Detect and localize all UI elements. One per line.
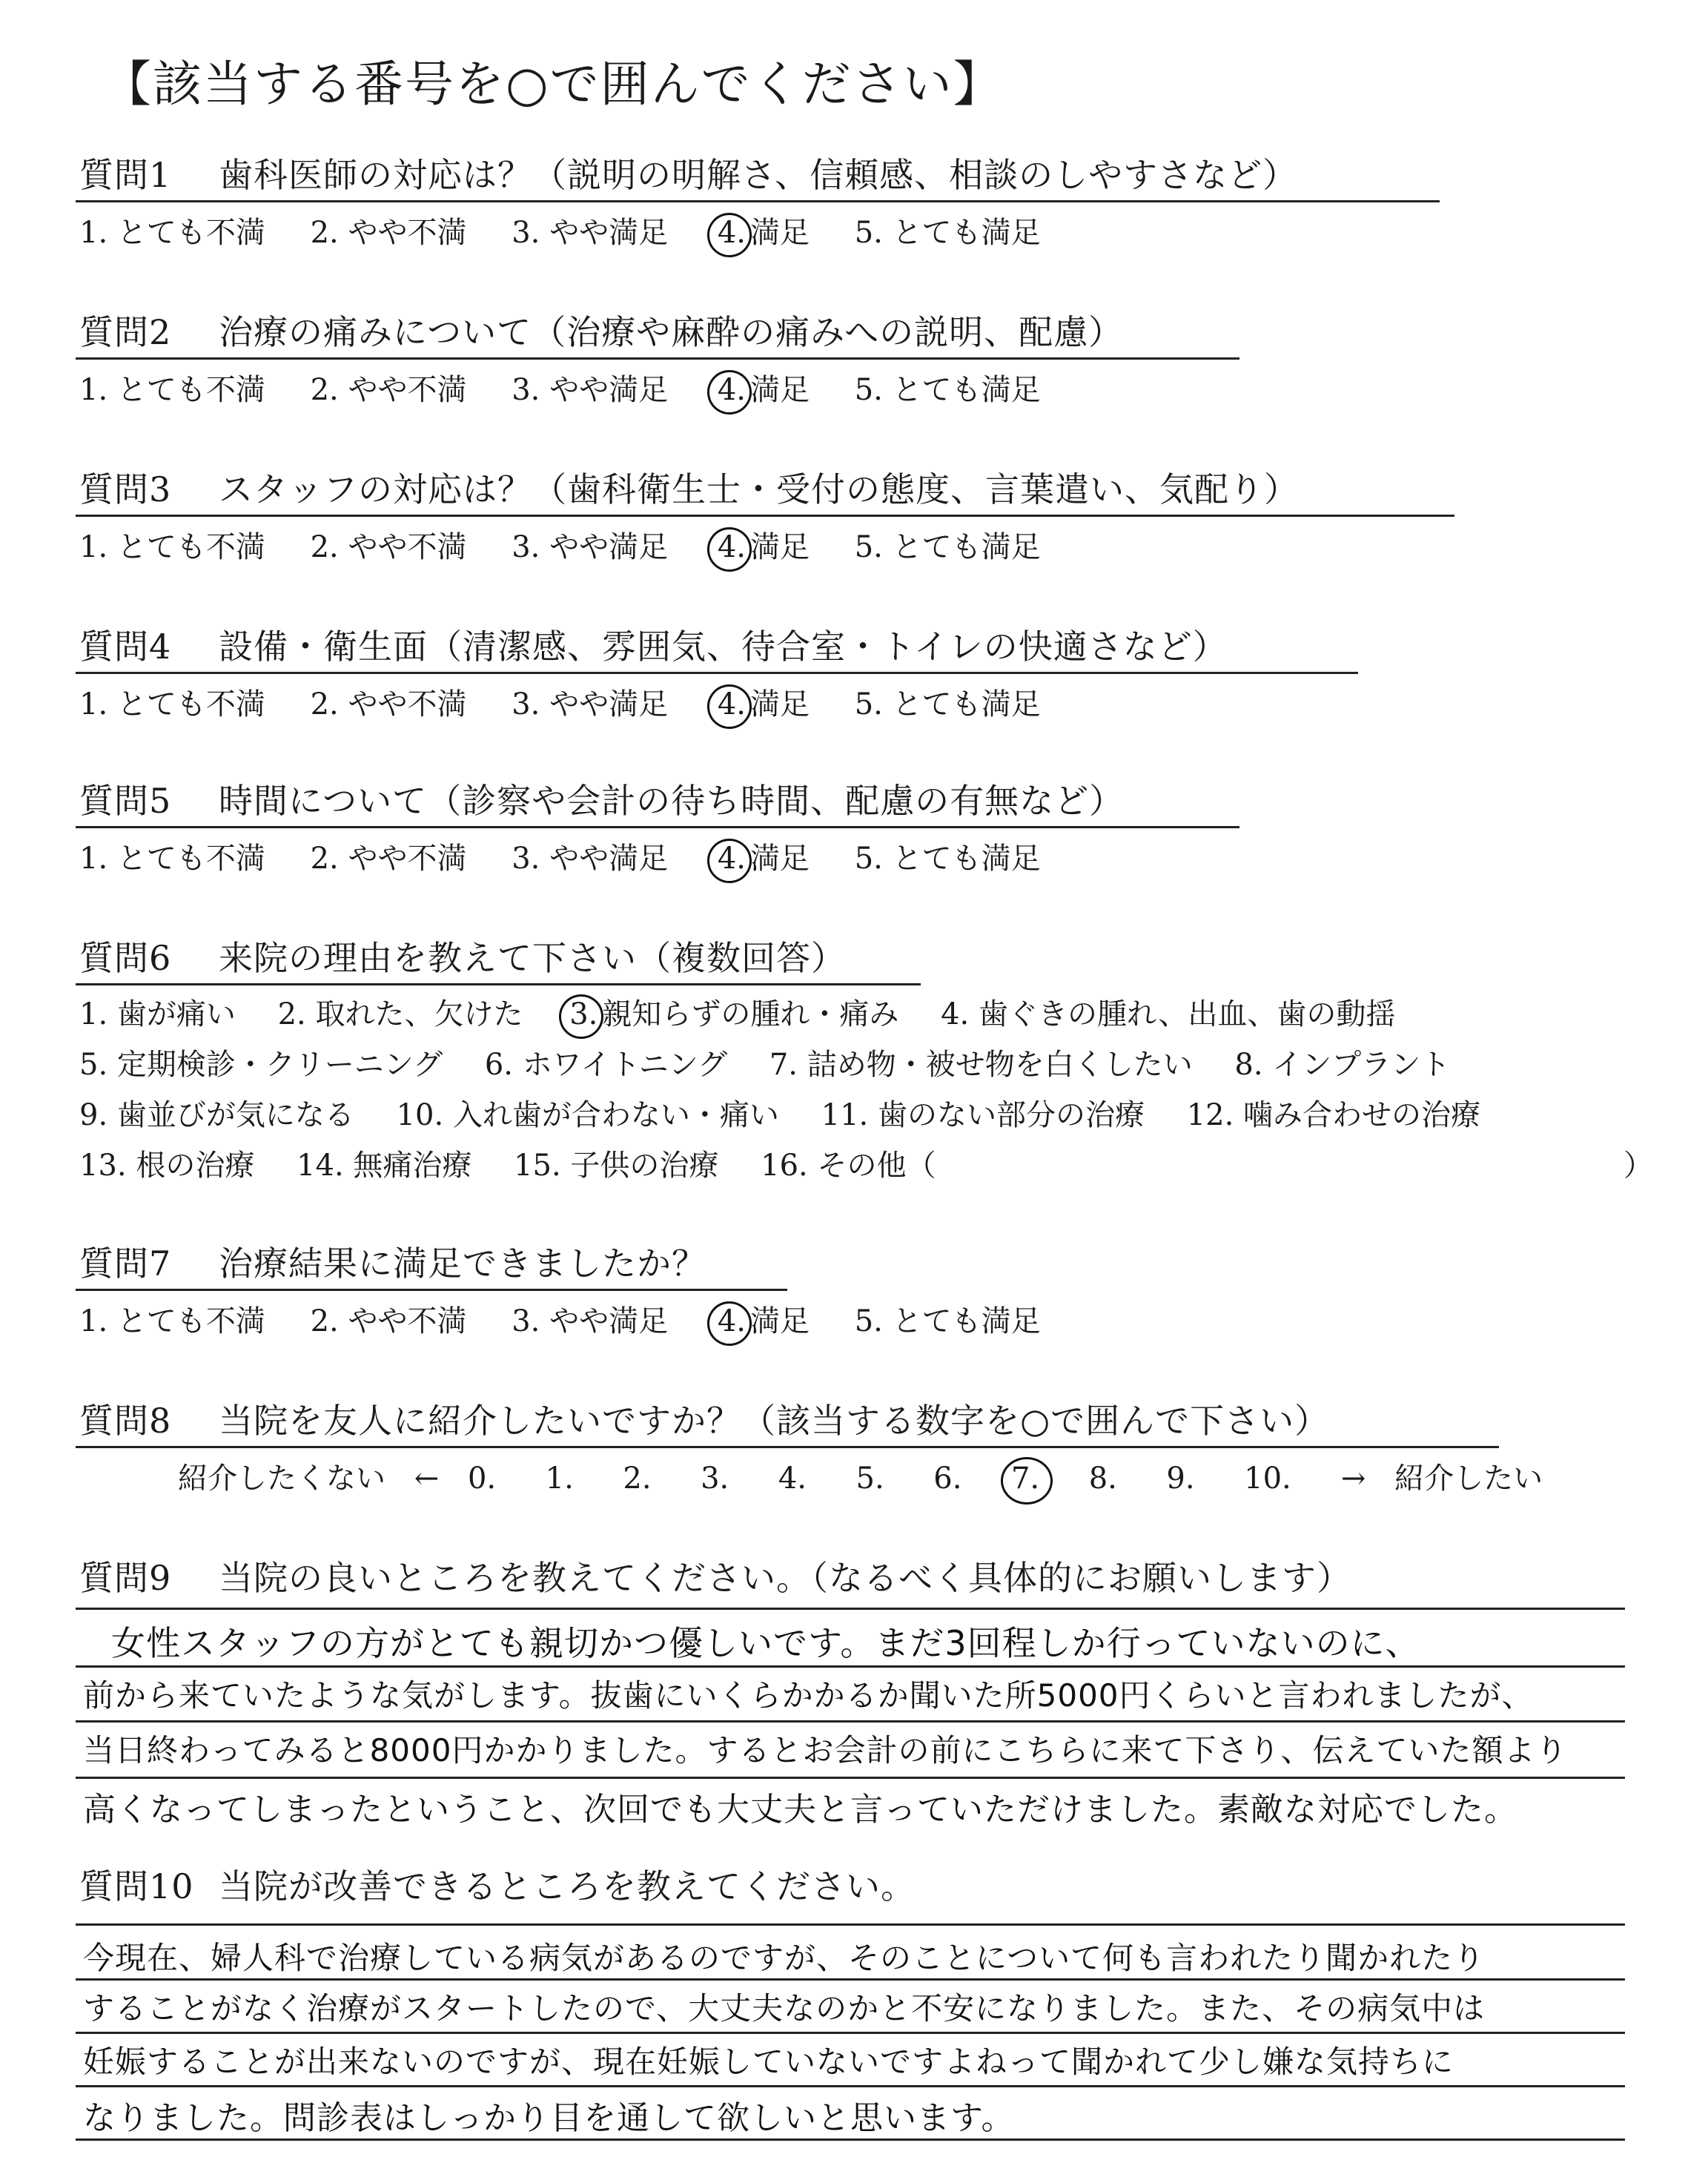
- q6-option-9[interactable]: 9. 歯並びが気になる: [79, 1098, 354, 1132]
- q5-option-2[interactable]: 2. やや不満: [310, 842, 467, 876]
- q9-answer-line-3: [76, 1777, 1625, 1779]
- q10-answer-line-2: [76, 2032, 1625, 2034]
- q1-option-5[interactable]: 5. とても満足: [854, 216, 1041, 250]
- q3-option-2[interactable]: 2. やや不満: [310, 530, 467, 564]
- q4-option-2[interactable]: 2. やや不満: [310, 687, 467, 721]
- recommend-scale: [178, 1455, 1543, 1497]
- question-1-number: 質問1: [79, 155, 172, 195]
- question-6-text: 来院の理由を教えて下さい（複数回答）: [219, 938, 846, 978]
- q7-option-2[interactable]: 2. やや不満: [310, 1304, 467, 1338]
- question-4-number: 質問4: [79, 627, 172, 667]
- question-6-rule: [76, 983, 921, 985]
- q3-option-4-selected[interactable]: 4. 満足: [713, 524, 810, 566]
- q7-option-5[interactable]: 5. とても満足: [854, 1304, 1041, 1338]
- q1-option-4-selected[interactable]: 4. 満足: [713, 209, 810, 251]
- q3-option-5[interactable]: 5. とても満足: [854, 530, 1041, 564]
- scale-left-label: 紹介したくない: [178, 1462, 385, 1496]
- q7-option-4-selected[interactable]: 4. 満足: [713, 1298, 810, 1340]
- question-2-text: 治療の痛みについて（治療や麻酔の痛みへの説明、配慮）: [219, 312, 1124, 352]
- question-5-text: 時間について（診察や会計の待ち時間、配慮の有無など）: [219, 781, 1125, 821]
- q5-option-4-selected[interactable]: 4. 満足: [713, 835, 810, 877]
- q9-answer-text-1[interactable]: 女性スタッフの方がとても親切かつ優しいです。まだ3回程しか行っていないのに、: [111, 1623, 1420, 1663]
- q6-option-5[interactable]: 5. 定期検診・クリーニング: [79, 1048, 443, 1082]
- q6-option-4[interactable]: 4. 歯ぐきの腫れ、出血、歯の動揺: [941, 997, 1396, 1031]
- question-3-title: [79, 463, 1299, 512]
- q10-answer-text-3[interactable]: 妊娠することが出来ないのですが、現在妊娠していないですよねって聞かれて少し嫌な気持ちに: [83, 2044, 1454, 2080]
- question-9-text: 当院の良いところを教えてください。（なるべく具体的にお願いします）: [219, 1558, 1351, 1598]
- q4-option-1[interactable]: 1. とても不満: [79, 687, 265, 721]
- q9-answer-text-2[interactable]: 前から来ていたような気がします。抜歯にいくらかかるか聞いた所5000円くらいと言われましたが、: [83, 1677, 1534, 1714]
- question-1-options: [79, 209, 1076, 251]
- q10-answer-text-2[interactable]: することがなく治療がスタートしたので、大丈夫なのかと不安になりました。また、その病気中は: [83, 1990, 1486, 2027]
- left-arrow-icon: ←: [414, 1462, 440, 1496]
- question-8-rule: [76, 1446, 1499, 1448]
- question-7-options: [79, 1298, 1076, 1340]
- q6-option-7[interactable]: 7. 詰め物・被せ物を白くしたい: [769, 1048, 1193, 1082]
- q6-option-16-other[interactable]: 16. その他（: [761, 1149, 936, 1183]
- question-7-text: 治療結果に満足できましたか？: [219, 1244, 706, 1284]
- question-6-row-2: [79, 1041, 1483, 1083]
- question-4-rule: [76, 672, 1358, 674]
- question-5-number: 質問5: [79, 781, 172, 821]
- scale-value-7-selected[interactable]: 7.: [1011, 1462, 1079, 1496]
- scale-value-9[interactable]: 9.: [1166, 1462, 1195, 1496]
- q2-option-2[interactable]: 2. やや不満: [310, 373, 467, 407]
- survey-header: 【該当する番号を○で囲んでください】: [102, 56, 1004, 113]
- question-10-number: 質問10: [79, 1866, 194, 1906]
- question-5-rule: [76, 826, 1239, 828]
- question-9-title: [79, 1551, 1351, 1600]
- q10-answer-line-0: [76, 1923, 1625, 1926]
- q3-option-3[interactable]: 3. やや満足: [512, 530, 669, 564]
- q6-option-1[interactable]: 1. 歯が痛い: [79, 997, 236, 1031]
- q7-option-1[interactable]: 1. とても不満: [79, 1304, 265, 1338]
- q5-option-3[interactable]: 3. やや満足: [512, 842, 669, 876]
- question-3-number: 質問3: [79, 469, 172, 509]
- scale-right-label: 紹介したい: [1394, 1462, 1543, 1496]
- question-9-number: 質問9: [79, 1558, 172, 1598]
- q10-answer-line-3: [76, 2085, 1625, 2087]
- scale-value-10[interactable]: 10.: [1244, 1462, 1291, 1496]
- q6-option-15[interactable]: 15. 子供の治療: [514, 1149, 719, 1183]
- scale-value-2[interactable]: 2.: [623, 1462, 652, 1496]
- question-4-options: [79, 681, 1076, 723]
- question-2-title: [79, 305, 1123, 354]
- question-6-row-3: [79, 1091, 1513, 1134]
- question-6-row-4: [79, 1142, 968, 1184]
- q6-option-3-selected[interactable]: 3. 親知らずの腫れ・痛み: [565, 991, 898, 1033]
- q2-option-3[interactable]: 3. やや満足: [512, 373, 669, 407]
- q10-answer-text-1[interactable]: 今現在、婦人科で治療している病気があるのですが、そのことについて何も言われたり聞かれたり: [83, 1940, 1486, 1976]
- scale-value-0[interactable]: 0.: [467, 1462, 497, 1496]
- q7-option-3[interactable]: 3. やや満足: [512, 1304, 669, 1338]
- q4-option-5[interactable]: 5. とても満足: [854, 687, 1041, 721]
- question-1-text: 歯科医師の対応は？（説明の明解さ、信頼感、相談のしやすさなど）: [219, 155, 1298, 195]
- q6-option-13[interactable]: 13. 根の治療: [79, 1149, 255, 1183]
- q6-option-6[interactable]: 6. ホワイトニング: [484, 1048, 728, 1082]
- question-3-text: スタッフの対応は？（歯科衛生士・受付の態度、言葉遣い、気配り）: [219, 469, 1299, 509]
- question-6-row-1: [79, 991, 1428, 1033]
- q6-option-10[interactable]: 10. 入れ歯が合わない・痛い: [396, 1098, 779, 1132]
- q9-answer-text-3[interactable]: 当日終わってみると8000円かかりました。するとお会計の前にこちらに来て下さり、伝えていた額より: [83, 1732, 1568, 1768]
- question-8-number: 質問8: [79, 1401, 172, 1441]
- scale-value-5[interactable]: 5.: [855, 1462, 884, 1496]
- scale-value-1[interactable]: 1.: [545, 1462, 574, 1496]
- question-10-text: 当院が改善できるところを教えてください。: [219, 1866, 916, 1906]
- question-7-rule: [76, 1289, 787, 1291]
- q10-answer-text-4[interactable]: なりました。問診表はしっかり目を通して欲しいと思います。: [83, 2099, 1015, 2137]
- question-7-title: [79, 1237, 706, 1286]
- question-1-title: [79, 148, 1297, 197]
- q2-option-4-selected[interactable]: 4. 満足: [713, 366, 810, 409]
- scale-value-4[interactable]: 4.: [778, 1462, 807, 1496]
- q4-option-3[interactable]: 3. やや満足: [512, 687, 669, 721]
- question-10-title: [79, 1860, 916, 1909]
- scale-value-8[interactable]: 8.: [1088, 1462, 1117, 1496]
- q10-answer-line-1: [76, 1978, 1625, 1981]
- q1-option-1[interactable]: 1. とても不満: [79, 216, 265, 250]
- question-3-options: [79, 524, 1076, 566]
- q1-option-3[interactable]: 3. やや満足: [512, 216, 669, 250]
- q5-option-5[interactable]: 5. とても満足: [854, 842, 1041, 876]
- question-5-title: [79, 774, 1124, 823]
- question-5-options: [79, 835, 1076, 877]
- scale-value-6[interactable]: 6.: [933, 1462, 962, 1496]
- question-6-title: [79, 931, 846, 980]
- q9-answer-line-0: [76, 1608, 1625, 1610]
- q9-answer-line-1: [76, 1665, 1625, 1668]
- question-4-title: [79, 620, 1228, 669]
- q6-option-12[interactable]: 12. 噛み合わせの治療: [1186, 1098, 1481, 1132]
- q2-option-5[interactable]: 5. とても満足: [854, 373, 1041, 407]
- question-2-rule: [76, 357, 1239, 360]
- q2-option-1[interactable]: 1. とても不満: [79, 373, 265, 407]
- q6-option-11[interactable]: 11. 歯のない部分の治療: [821, 1098, 1145, 1132]
- question-1-rule: [76, 200, 1440, 202]
- question-4-text: 設備・衛生面（清潔感、雰囲気、待合室・トイレの快適さなど）: [219, 627, 1228, 667]
- q6-option-2[interactable]: 2. 取れた、欠けた: [277, 997, 523, 1031]
- q6-option-8[interactable]: 8. インプラント: [1234, 1048, 1451, 1082]
- q5-option-1[interactable]: 1. とても不満: [79, 842, 265, 876]
- q10-answer-line-4: [76, 2138, 1625, 2141]
- question-8-text: 当院を友人に紹介したいですか？（該当する数字を○で囲んで下さい）: [219, 1401, 1330, 1441]
- q6-other-close-paren: ）: [1623, 1149, 1653, 1183]
- q3-option-1[interactable]: 1. とても不満: [79, 530, 265, 564]
- right-arrow-icon: →: [1340, 1462, 1366, 1496]
- q4-option-4-selected[interactable]: 4. 満足: [713, 681, 810, 723]
- question-3-rule: [76, 515, 1454, 517]
- question-2-options: [79, 366, 1076, 409]
- q9-answer-text-4[interactable]: 高くなってしまったということ、次回でも大丈夫と言っていただけました。素敵な対応でした。: [83, 1791, 1517, 1829]
- scale-value-3[interactable]: 3.: [701, 1462, 729, 1496]
- q9-answer-line-2: [76, 1720, 1625, 1723]
- question-2-number: 質問2: [79, 312, 172, 352]
- q1-option-2[interactable]: 2. やや不満: [310, 216, 467, 250]
- question-7-number: 質問7: [79, 1244, 172, 1284]
- q6-option-14[interactable]: 14. 無痛治療: [297, 1149, 472, 1183]
- question-8-title: [79, 1394, 1329, 1443]
- question-6-number: 質問6: [79, 938, 172, 978]
